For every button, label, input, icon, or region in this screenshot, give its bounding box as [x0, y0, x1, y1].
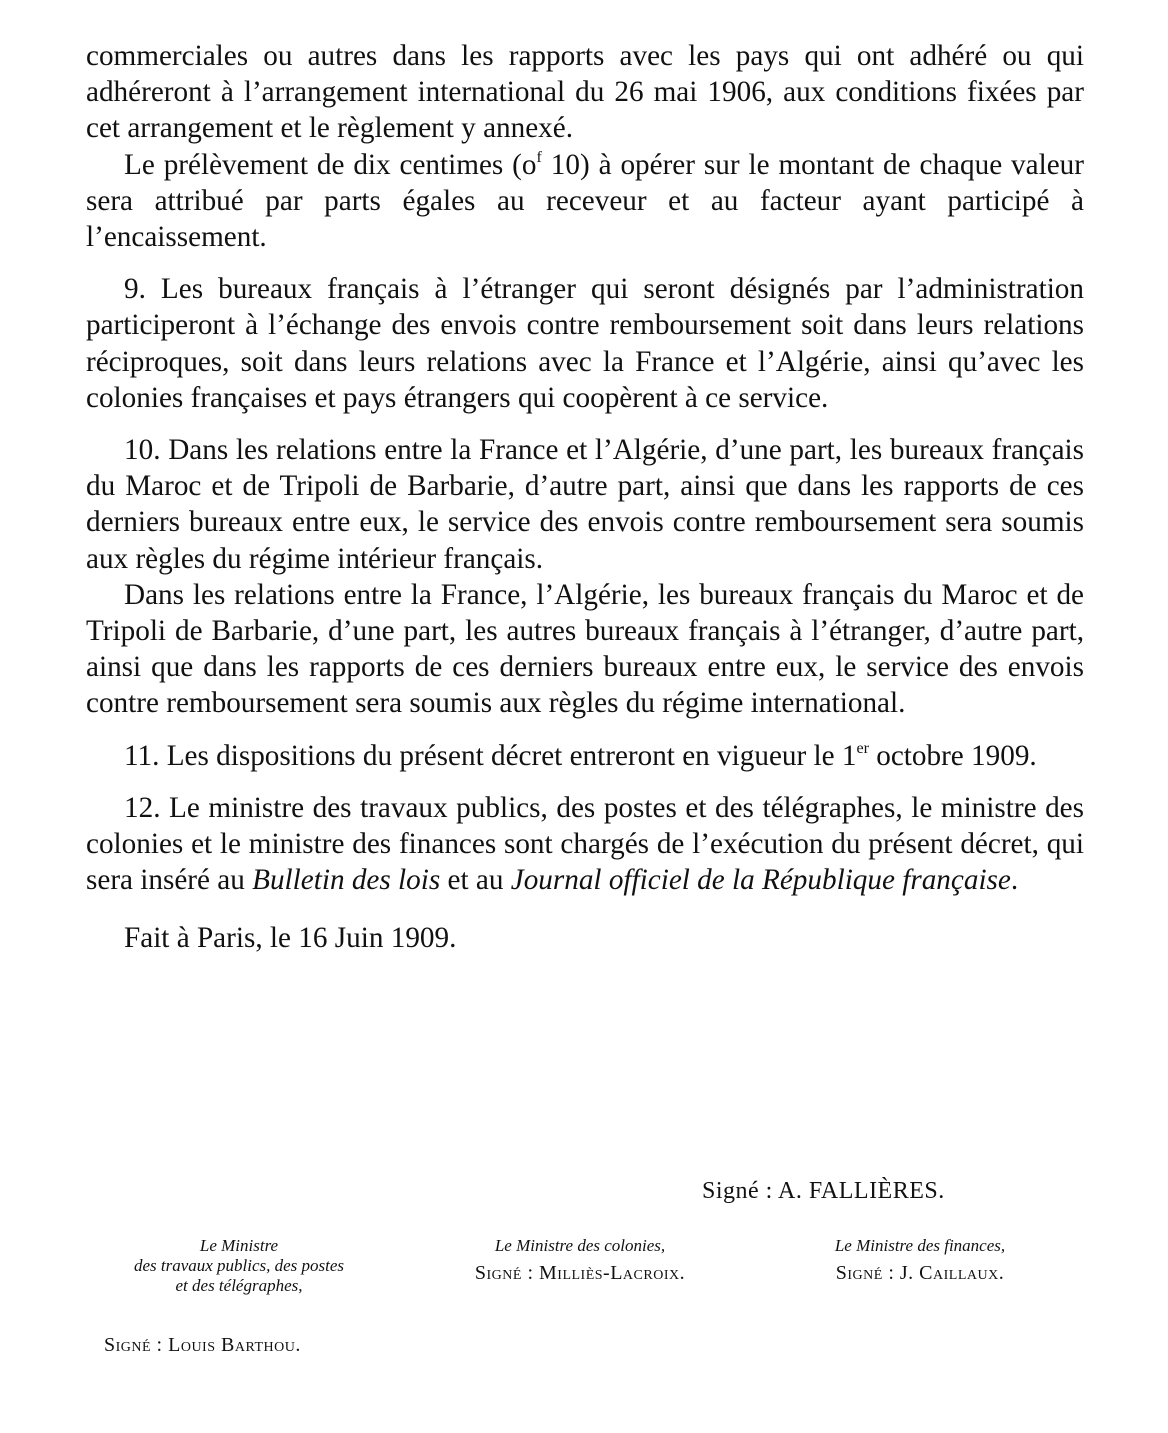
minister-finances-signature: Signé : J. Caillaux.	[835, 1262, 1005, 1284]
minister-title-line: des travaux publics, des postes	[133, 1256, 345, 1275]
article-12-journal-title: Journal officiel de la République française	[510, 864, 1011, 897]
article-12-bulletin-title: Bulletin des lois	[252, 864, 441, 897]
document-body	[86, 38, 1084, 957]
prelevement-superscript: f	[536, 148, 542, 166]
president-signature: Signé : A. FALLIÈRES.	[702, 1178, 945, 1204]
minister-title-line: Le Ministre des colonies,	[494, 1236, 666, 1255]
paragraph-continuation: commerciales ou autres dans les rapports avec les pays qui ont adhéré ou qui adhéreront à l’arrangement international du 26 mai 1906, aux conditions fixées par cet arrangement et le règlement y annexé.	[86, 40, 1084, 145]
minister-public-works	[80, 1236, 398, 1296]
minister-finances	[770, 1236, 1070, 1285]
article-12-text-b: et au	[440, 864, 511, 897]
minister-colonies-signature: Signé : Milliès-Lacroix.	[474, 1262, 686, 1284]
minister-title-line: Le Ministre	[199, 1236, 279, 1255]
minister-public-works-signature: Signé : Louis Barthou.	[104, 1334, 301, 1356]
article-12-text-c: .	[1010, 864, 1019, 897]
prelevement-text-a: Le prélèvement de dix centimes (o	[124, 148, 537, 181]
article-11-text-b: octobre 1909.	[868, 739, 1037, 772]
minister-title-line: et des télégraphes,	[175, 1276, 303, 1295]
article-12	[86, 790, 1084, 899]
minister-title-line: Le Ministre des finances,	[834, 1236, 1006, 1255]
article-10: 10. Dans les relations entre la France et l’Algérie, d’une part, les bureaux français du Maroc et de Tripoli de Barbarie, d’autre part, ainsi que dans les rapports de ces derniers bureaux entre eux, le service des envois contre remboursement sera soumis aux règles du régime intérieur français.	[86, 434, 1084, 575]
article-12-text-a: 12. Le ministre des travaux publics, des postes et des télégraphes, le ministre des colonies et le ministre des finances sont chargés de l’exécution du présent décret, qui sera inséré au	[86, 791, 1084, 897]
article-9: 9. Les bureaux français à l’étranger qui seront désignés par l’administration participeront à l’échange des envois contre remboursement soit dans leurs relations réciproques, soit dans leurs relations avec la France et l’Algérie, ainsi qu’avec les colonies françaises et pays étrangers qui coopèrent à ce service.	[86, 273, 1084, 414]
paragraph-prelevement	[86, 147, 1084, 256]
article-10-second-paragraph: Dans les relations entre la France, l’Algérie, les bureaux français du Maroc et de Tripoli de Barbarie, d’une part, les autres bureaux français à l’étranger, d’autre part, ainsi que dans les rapports de ces derniers bureaux entre eux, le service des envois contre remboursement sera soumis aux règles du régime international.	[86, 578, 1084, 720]
article-11-superscript: er	[856, 739, 869, 757]
article-11	[86, 738, 1084, 774]
article-11-text-a: 11. Les dispositions du présent décret entreront en vigueur le 1	[124, 739, 857, 772]
prelevement-text-b: 10) à opérer sur le montant de chaque valeur sera attribué par parts égales au receveur et au facteur ayant participé à l’encaissement.	[86, 148, 1084, 254]
minister-colonies	[430, 1236, 730, 1285]
place-date: Fait à Paris, le 16 Juin 1909.	[124, 922, 457, 955]
